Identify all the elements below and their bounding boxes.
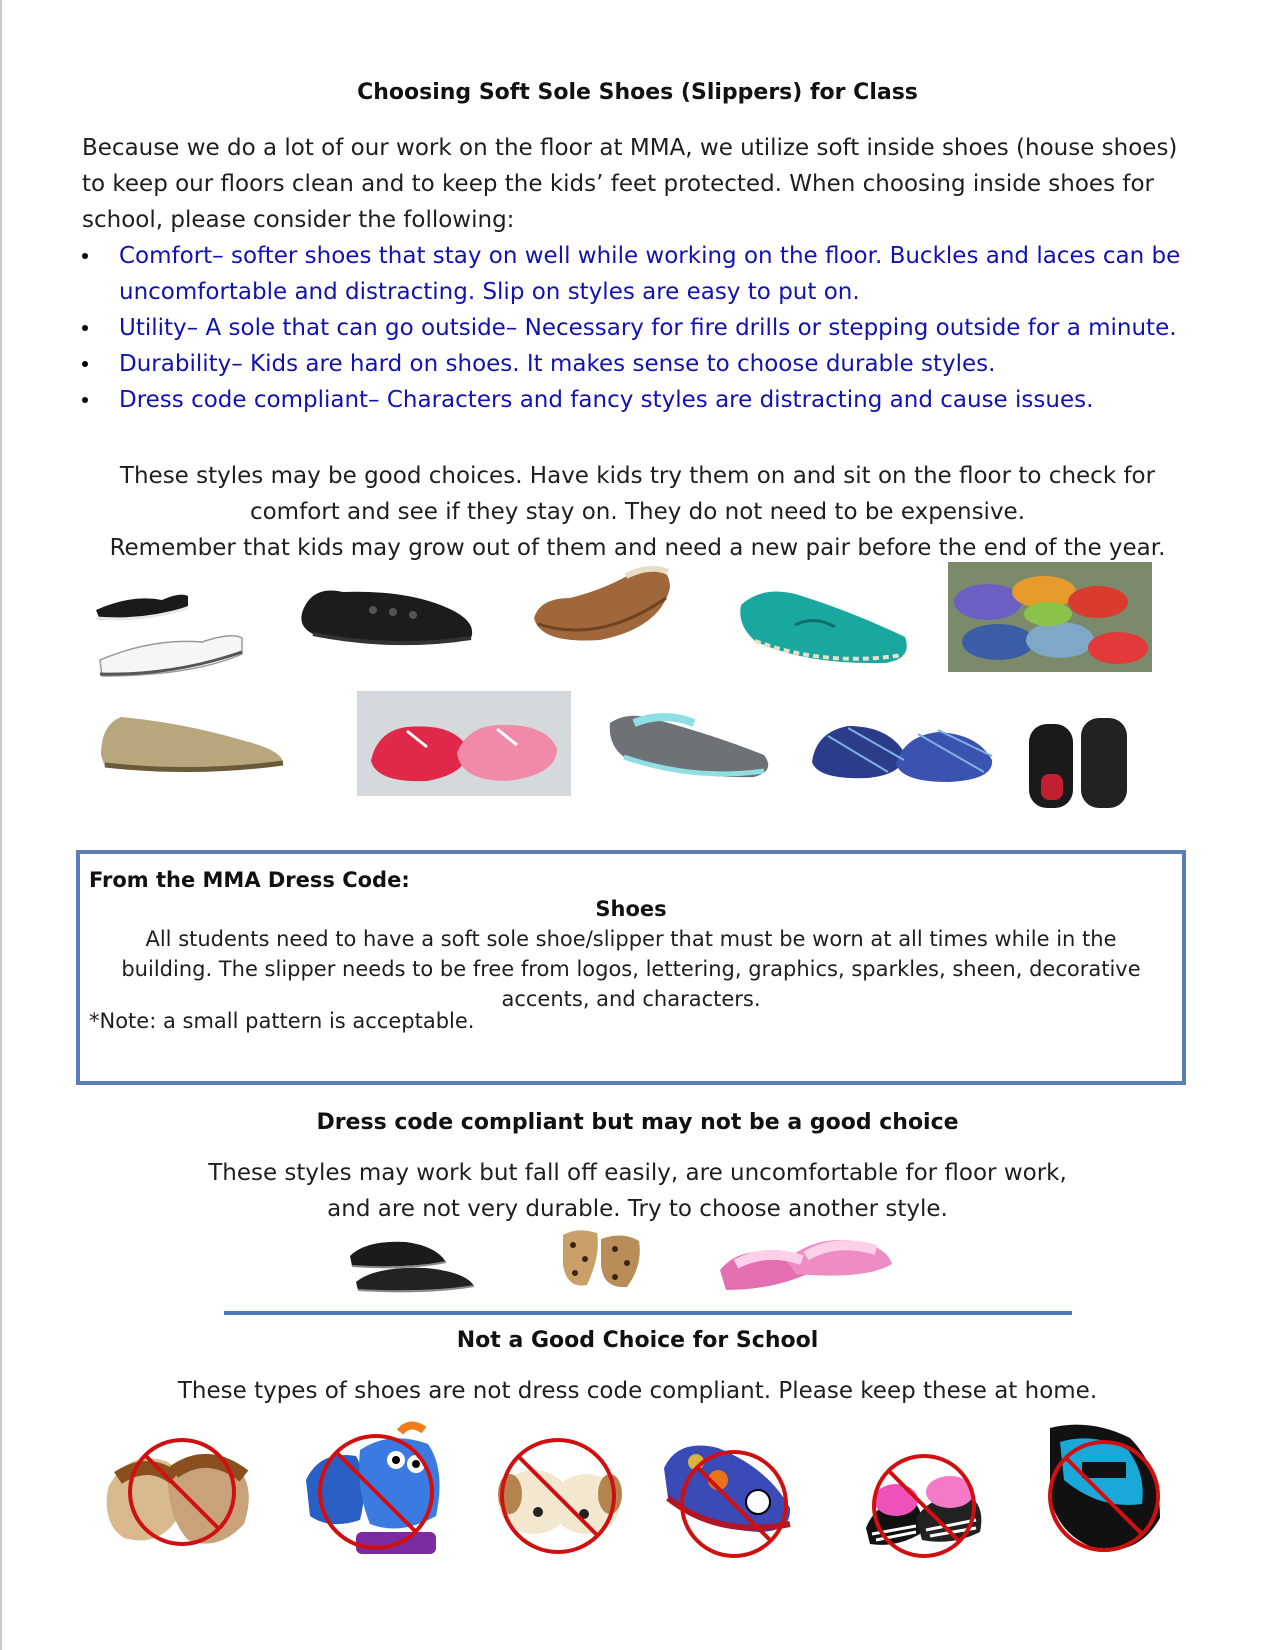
consideration-dress-code: Dress code compliant– Characters and fancy styles are distracting and cause issues. [119, 387, 1094, 413]
bullet-icon [82, 253, 88, 259]
bigfoot-slippers-image [98, 1428, 258, 1558]
brown-moccasin-slipper-image [530, 558, 675, 646]
tan-canvas-loafer-image [95, 705, 290, 775]
monster-character-slippers-image [300, 1420, 450, 1560]
list-item [82, 310, 1212, 346]
bullet-icon [82, 361, 88, 367]
list-item [82, 382, 1212, 418]
pink-marabou-slippers-image [856, 1448, 992, 1558]
list-item [82, 238, 1212, 310]
good-choices-line-2: comfort and see if they stay on. They do not need to be expensive. [249, 499, 1026, 525]
dress-code-heading: From the MMA Dress Code: [89, 868, 410, 892]
bullet-icon [82, 397, 88, 403]
compliant-not-good-heading: Dress code compliant but may not be a good choice [316, 1110, 959, 1135]
dress-code-body: All students need to have a soft sole shoe/slipper that must be worn at all times while in the building. The slipper needs to be free from logos, lettering, graphics, sparkles, sheen, decorative accents, and characters. [121, 927, 1141, 1011]
consideration-comfort: Comfort– softer shoes that stay on well while working on the floor. Buckles and laces can be uncomfortable and distracting. Slip on styles are easy to put on. [119, 243, 1181, 305]
list-item [82, 346, 1212, 382]
not-good-text: These types of shoes are not dress code compliant. Please keep these at home. [177, 1378, 1098, 1404]
not-good-heading: Not a Good Choice for School [456, 1328, 819, 1353]
gray-aqua-mary-jane-image [604, 705, 779, 785]
intro-paragraph: Because we do a lot of our work on the floor at MMA, we utilize soft inside shoes (house shoes) to keep our floors clean and to keep the kids’ feet protected. When choosing inside shoes for school, please consider the following: [82, 135, 1178, 233]
canvas-slip-on-shoes-image [92, 580, 252, 692]
dress-code-note: *Note: a small pattern is acceptable. [89, 1009, 475, 1033]
sports-ball-slippers-image [658, 1428, 798, 1560]
leopard-ballet-slippers-image [557, 1225, 645, 1293]
good-choices-line-3: Remember that kids may grow out of them and need a new pair before the end of the year. [109, 535, 1166, 561]
compliant-not-good-line-2: and are not very durable. Try to choose another style. [327, 1196, 948, 1222]
teal-moccasin-image [735, 575, 915, 675]
considerations-list [82, 238, 1212, 418]
good-choices-line-1: These styles may be good choices. Have kids try them on and sit on the floor to check for [119, 463, 1156, 489]
black-rubber-clog-image [293, 580, 483, 652]
bullet-icon [82, 325, 88, 331]
puppy-slippers-image [488, 1432, 628, 1557]
black-slipper-pair-image [1025, 714, 1131, 814]
compliant-not-good-line-1: These styles may work but fall off easily, are uncomfortable for floor work, [208, 1160, 1067, 1186]
consideration-utility: Utility– A sole that can go outside– Necessary for fire drills or stepping outside for a minute. [119, 315, 1177, 341]
panthers-logo-slides-image [1030, 1418, 1170, 1558]
colorful-crocs-pile-image [948, 562, 1152, 672]
pink-mary-jane-slippers-image [357, 691, 571, 796]
section-divider [224, 1311, 1072, 1315]
black-scuff-slippers-image [346, 1232, 478, 1294]
blue-plaid-slippers-image [808, 712, 998, 784]
consideration-durability: Durability– Kids are hard on shoes. It makes sense to choose durable styles. [119, 351, 996, 377]
dress-code-subheading: Shoes [595, 897, 667, 921]
page-title: Choosing Soft Sole Shoes (Slippers) for Class [357, 80, 918, 105]
dress-code-box [76, 850, 1186, 1085]
pink-fuzzy-slides-image [716, 1230, 896, 1300]
